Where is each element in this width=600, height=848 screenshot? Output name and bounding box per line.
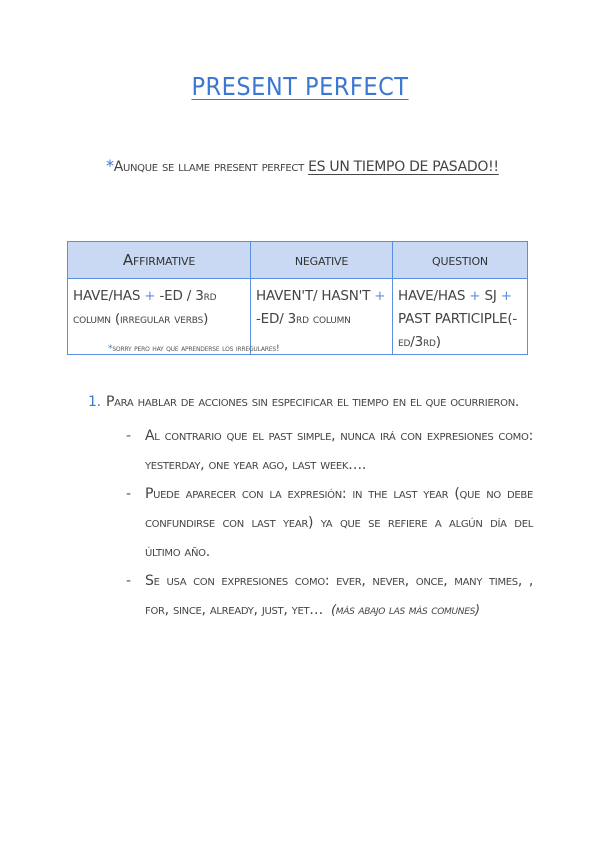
tense-table bbox=[67, 241, 528, 355]
cell-text: HAVEN'T/ HASN'T bbox=[256, 288, 371, 304]
sub-list-item bbox=[126, 480, 533, 567]
cell-text: SJ bbox=[484, 288, 497, 304]
header-question: question bbox=[393, 242, 528, 279]
note-text: Aunque se llame present perfect bbox=[113, 159, 304, 175]
intro-note bbox=[106, 156, 499, 175]
list-item bbox=[88, 394, 533, 410]
header-negative: negative bbox=[251, 242, 393, 279]
plus-sign: + bbox=[500, 288, 512, 304]
italic-note: (más abajo las más comunes) bbox=[331, 603, 480, 618]
sub-item-text: Puede aparecer con la expresión: in the last year (que no debe confundirse con last year) ya que se refiere a algún día del último año. bbox=[145, 486, 533, 560]
sub-list-item bbox=[126, 422, 533, 480]
dash-marker: - bbox=[126, 573, 131, 589]
list-number: 1. bbox=[88, 394, 101, 410]
cell-text: PAST PARTICIPLE(-ed/3rd) bbox=[398, 311, 518, 350]
plus-sign: + bbox=[469, 288, 481, 304]
dash-marker: - bbox=[126, 486, 131, 502]
plus-sign: + bbox=[144, 288, 156, 304]
footnote bbox=[108, 344, 279, 354]
asterisk: * bbox=[106, 156, 114, 175]
cell-text: HAVE/HAS bbox=[73, 288, 141, 304]
table-header-row bbox=[68, 242, 528, 279]
cell-question bbox=[393, 279, 528, 355]
sub-list-item bbox=[126, 567, 533, 625]
sub-item-text bbox=[145, 567, 533, 625]
sub-list bbox=[126, 422, 533, 625]
list-item-text: Para hablar de acciones sin especificar el tiempo en el que ocurrieron. bbox=[106, 394, 520, 410]
note-emphasis: ES UN TIEMPO DE PASADO!! bbox=[308, 159, 499, 175]
header-affirmative: Affirmative bbox=[68, 242, 251, 279]
cell-text: -ED/ 3rd column bbox=[256, 311, 351, 327]
cell-text: HAVE/HAS bbox=[398, 288, 466, 304]
cell-text: -ED / 3rd column (irregular verbs) bbox=[73, 288, 217, 327]
asterisk: * bbox=[108, 344, 113, 354]
usage-list bbox=[88, 394, 533, 625]
footnote-text: sorry pero hay que aprenderse los irregulares! bbox=[112, 344, 280, 354]
sub-item-text: Al contrario que el past simple, nunca irá con expresiones como: yesterday, one year ago, last week…. bbox=[145, 428, 533, 473]
page-title: PRESENT PERFECT bbox=[191, 72, 409, 101]
sub-item-body: Se usa con expresiones como: ever, never, once, many times, , for, since, already, just, yet… bbox=[145, 573, 533, 618]
dash-marker: - bbox=[126, 428, 131, 444]
plus-sign: + bbox=[374, 288, 386, 304]
